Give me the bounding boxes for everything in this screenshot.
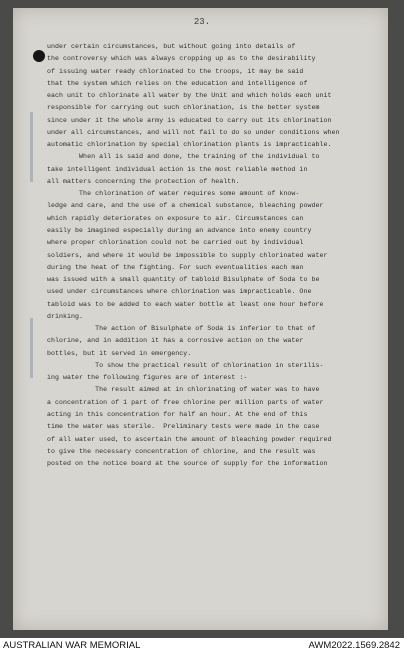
text-line: was issued with a small quantity of tabloid Bisulphate of Soda to be xyxy=(47,276,320,284)
text-line: each unit to chlorinate all water by the Unit and which holds each unit xyxy=(47,92,332,100)
margin-pencil-mark xyxy=(30,318,33,378)
text-line: posted on the notice board at the source of supply for the information xyxy=(47,460,328,468)
text-line: take intelligent individual action is the most reliable method in xyxy=(47,165,308,173)
text-line: a concentration of 1 part of free chlorine per million parts of water xyxy=(47,398,324,406)
text-line: where proper chlorination could not be carried out by individual xyxy=(47,239,304,247)
text-line: under all circumstances, and will not fail to do so under conditions when xyxy=(47,128,340,136)
text-line: under certain circumstances, but without going into details of xyxy=(47,43,296,50)
margin-pencil-mark xyxy=(30,112,33,182)
text-line: automatic chlorination by special chlorination plants is impracticable. xyxy=(47,141,332,149)
text-line: that the system which relies on the education and intelligence of xyxy=(47,79,308,87)
text-line: all matters concerning the protection of health. xyxy=(47,177,240,185)
text-line: ledge and care, and the use of a chemical substance, bleaching powder xyxy=(47,202,324,210)
text-line: during the heat of the fighting. For such eventualities each man xyxy=(47,263,304,271)
footer-accession-number: AWM2022.1569.2842 xyxy=(308,640,400,651)
text-line: The chlorination of water requires some amount of know- xyxy=(47,190,300,198)
text-line: The action of Bisulphate of Soda is inferior to that of xyxy=(47,325,316,333)
text-line: the controversy which was always cropping up as to the desirability xyxy=(47,55,316,63)
text-line: since under it the whole army is educated to carry out its chlorination xyxy=(47,116,332,124)
text-line: To show the practical result of chlorination in sterilis- xyxy=(47,361,324,369)
text-line: used under circumstances where chlorination was impracticable. One xyxy=(47,288,312,296)
text-line: soldiers, and where it would be impossible to supply chlorinated water xyxy=(47,251,328,259)
footer-institution: AUSTRALIAN WAR MEMORIAL xyxy=(3,640,141,651)
text-line: drinking. xyxy=(47,312,84,320)
text-line: of issuing water ready chlorinated to the troops, it may be said xyxy=(47,67,304,75)
document-body xyxy=(47,41,383,470)
text-line: acting in this concentration for half an hour. At the end of this xyxy=(47,410,308,418)
text-line: chlorine, and in addition it has a corrosive action on the water xyxy=(47,337,304,345)
text-line: ing water the following figures are of interest :- xyxy=(47,374,248,382)
footer-bar xyxy=(0,638,404,653)
text-line: The result aimed at in chlorinating of water was to have xyxy=(47,386,320,394)
text-line: easily be imagined especially during an advance into enemy country xyxy=(47,226,312,234)
text-line: to give the necessary concentration of chlorine, and the result was xyxy=(47,447,316,455)
text-line: of all water used, to ascertain the amount of bleaching powder required xyxy=(47,435,332,443)
text-line: When all is said and done, the training of the individual to xyxy=(47,153,320,161)
text-line: bottles, but it served in emergency. xyxy=(47,349,192,357)
text-line: responsible for carrying out such chlorination, is the better system xyxy=(47,104,320,112)
text-line: tabloid was to be added to each water bottle at least one hour before xyxy=(47,300,324,308)
text-line: time the water was sterile. Preliminary tests were made in the case xyxy=(47,423,320,431)
punch-hole xyxy=(33,50,45,62)
text-line: which rapidly deteriorates on exposure to air. Circumstances can xyxy=(47,214,304,222)
page-number: 23. xyxy=(193,17,211,27)
